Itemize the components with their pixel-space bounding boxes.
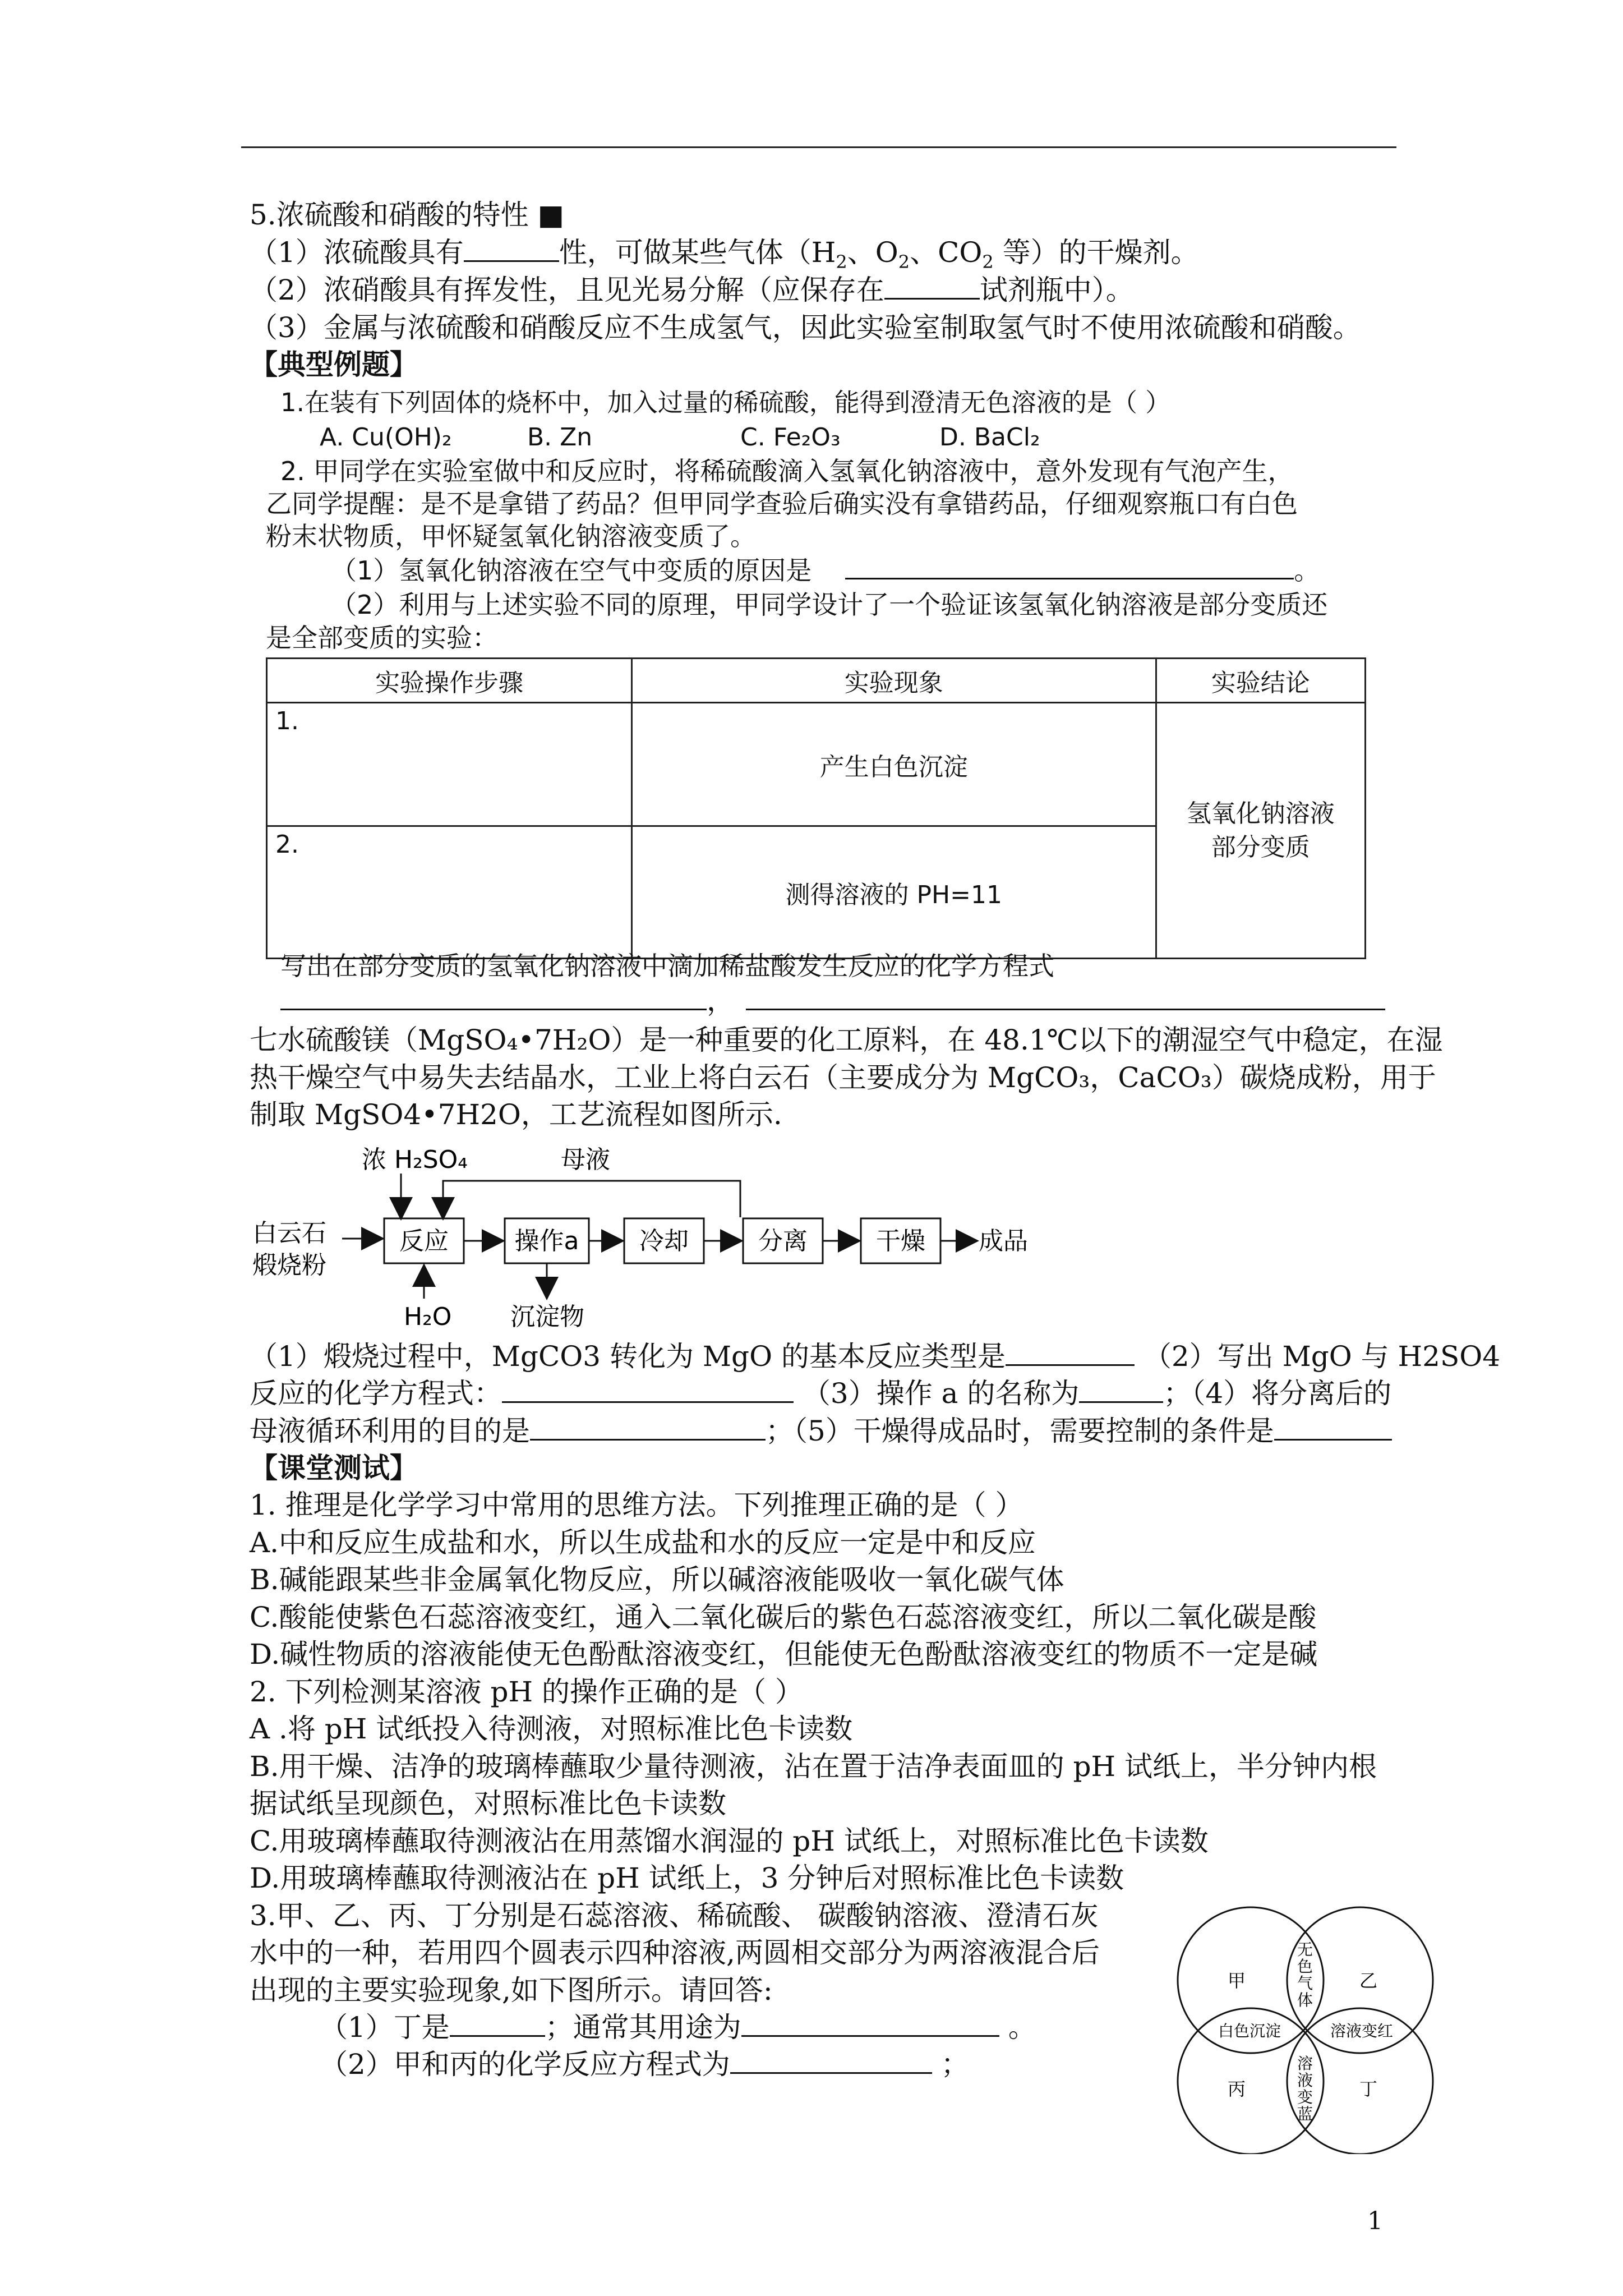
question-1: 1.在装有下列固体的烧杯中，加入过量的稀硫酸，能得到澄清无色溶液的是（ ） bbox=[280, 388, 1171, 417]
question-2-sub1: （1）氢氧化钠溶液在空气中变质的原因是 。 bbox=[331, 553, 1320, 588]
label-bing: 丙 bbox=[1227, 2078, 1246, 2100]
test-question-1: 1. 推理是化学学习中常用的思维方法。下列推理正确的是（ ） bbox=[250, 1489, 1023, 1521]
heading-test: 【课堂测试】 bbox=[250, 1451, 418, 1484]
test-option: D.用玻璃棒蘸取待测液沾在 pH 试纸上，3 分钟后对照标准比色卡读数 bbox=[250, 1862, 1124, 1894]
test-question-3-sub2: （2）甲和丙的化学反应方程式为 ； bbox=[320, 2048, 969, 2081]
test-option: B.用干燥、洁净的玻璃棒蘸取少量待测液，沾在置于洁净表面皿的 pH 试纸上，半分钟内根 bbox=[250, 1750, 1377, 1783]
question-2-sub2: 是全部变质的实验： bbox=[266, 623, 498, 653]
start-material-line2: 煅烧粉 bbox=[252, 1251, 326, 1280]
paragraph-3: （3）金属与浓硫酸和硝酸反应不生成氢气，因此实验室制取氢气时不使用浓硫酸和硝酸。 bbox=[250, 311, 1361, 344]
answer-blank[interactable] bbox=[450, 2010, 545, 2037]
mg-question-line: （1）煅烧过程中，MgCO3 转化为 MgO 的基本反应类型是 （2）写出 MgO 与 H2SO4 bbox=[250, 1340, 1501, 1373]
page-number: 1 bbox=[1367, 2207, 1383, 2235]
answer-blank[interactable] bbox=[1006, 1340, 1135, 1366]
flow-box-label: 反应 bbox=[399, 1227, 449, 1255]
paragraph-1: （1）浓硫酸具有 性，可做某些气体（$H_2$、$O_2$、$CO_2$ 等）的干燥剂。 bbox=[250, 236, 1199, 273]
answer-blank[interactable] bbox=[845, 553, 1294, 579]
table-cell-step[interactable]: 2. bbox=[267, 826, 632, 959]
mg-question-line: 母液循环利用的目的是 ；（5）干燥得成品时，需要控制的条件是 bbox=[250, 1413, 1392, 1449]
paragraph-2: （2）浓硝酸具有挥发性，且见光易分解（应保存在 试剂瓶中）。 bbox=[250, 274, 1134, 306]
label-ding: 丁 bbox=[1359, 2078, 1378, 2100]
start-material-line1: 白云石 bbox=[252, 1219, 326, 1248]
product-label: 成品 bbox=[979, 1227, 1028, 1255]
label-bottom: 液 bbox=[1297, 2071, 1313, 2090]
test-option: A .将 pH 试纸投入待测液，对照标准比色卡读数 bbox=[250, 1713, 853, 1745]
test-question-3: 出现的主要实验现象,如下图所示。请回答: bbox=[250, 1974, 773, 2007]
mgso4-line: 制取 MgSO4•7H2O，工艺流程如图所示. bbox=[250, 1098, 782, 1131]
test-question-3: 水中的一种，若用四个圆表示四种溶液,两圆相交部分为两溶液混合后 bbox=[250, 1936, 1100, 1969]
label-yi: 乙 bbox=[1359, 1970, 1378, 1991]
label-top: 无 bbox=[1297, 1940, 1313, 1959]
answer-blank[interactable] bbox=[741, 2010, 999, 2037]
mother-liquor-label: 母液 bbox=[561, 1145, 610, 1174]
answer-blank[interactable] bbox=[502, 1377, 794, 1403]
answer-blank[interactable] bbox=[464, 236, 559, 262]
acid-input-label: 浓 H₂SO₄ bbox=[362, 1145, 468, 1174]
answer-blank[interactable] bbox=[746, 984, 1385, 1010]
table-cell-phenomenon: 测得溶液的 PH=11 bbox=[631, 826, 1156, 959]
test-option: C.用玻璃棒蘸取待测液沾在用蒸馏水润湿的 pH 试纸上，对照标准比色卡读数 bbox=[250, 1825, 1209, 1857]
question-2-line: 乙同学提醒：是不是拿错了药品？但甲同学查验后确实没有拿错药品，仔细观察瓶口有白色 bbox=[266, 489, 1298, 519]
label-bottom: 溶 bbox=[1297, 2054, 1313, 2073]
answer-blank[interactable] bbox=[1274, 1414, 1392, 1441]
header-rule bbox=[241, 146, 1396, 148]
answer-blank[interactable] bbox=[530, 1414, 766, 1441]
equation-answer-line: ， bbox=[280, 983, 1385, 1019]
answer-blank[interactable] bbox=[730, 2047, 932, 2074]
flow-box-label: 操作a bbox=[514, 1227, 579, 1255]
venn-diagram bbox=[1166, 1902, 1447, 2154]
precipitate-label: 沉淀物 bbox=[510, 1303, 584, 1331]
mg-question-line: 反应的化学方程式： （3）操作 a 的名称为 ；（4）将分离后的 bbox=[250, 1377, 1392, 1410]
question-2-line: 2. 甲同学在实验室做中和反应时，将稀硫酸滴入氢氧化钠溶液中，意外发现有气泡产生， bbox=[280, 456, 1294, 486]
option-a: A. Cu(OH)₂ bbox=[320, 423, 452, 452]
mgso4-line: 七水硫酸镁（MgSO₄•7H₂O）是一种重要的化工原料，在 48.1℃以下的潮湿空气中稳定，在湿 bbox=[250, 1024, 1443, 1056]
option-b: B. Zn bbox=[527, 423, 593, 452]
label-top: 体 bbox=[1297, 1991, 1313, 2009]
answer-blank[interactable] bbox=[280, 984, 707, 1010]
table-cell-phenomenon: 产生白色沉淀 bbox=[631, 703, 1156, 826]
answer-blank[interactable] bbox=[884, 273, 980, 300]
label-jia: 甲 bbox=[1227, 1970, 1246, 1991]
mgso4-line: 热干燥空气中易失去结晶水，工业上将白云石（主要成分为 MgCO₃，CaCO₃）碳烧成粉，用于 bbox=[250, 1061, 1436, 1094]
question-2-line: 粉末状物质，甲怀疑氢氧化钠溶液变质了。 bbox=[266, 521, 756, 551]
option-c: C. Fe₂O₃ bbox=[740, 423, 841, 452]
label-top: 气 bbox=[1297, 1974, 1313, 1993]
section-title: 5.浓硫酸和硝酸的特性 ■ bbox=[250, 199, 564, 231]
flow-box-label: 干燥 bbox=[876, 1227, 925, 1255]
table-header: 实验结论 bbox=[1156, 659, 1365, 703]
test-option: 据试纸呈现颜色，对照标准比色卡读数 bbox=[250, 1787, 726, 1820]
equation-prompt: 写出在部分变质的氢氧化钠溶液中滴加稀盐酸发生反应的化学方程式 bbox=[280, 951, 1054, 981]
test-question-3: 3.甲、乙、丙、丁分别是石蕊溶液、稀硫酸、 碳酸钠溶液、澄清石灰 bbox=[250, 1899, 1099, 1932]
option-d: D. BaCl₂ bbox=[939, 423, 1040, 452]
table-cell-step[interactable]: 1. bbox=[267, 703, 632, 826]
heading-typical: 【典型例题】 bbox=[250, 348, 418, 381]
flow-box-label: 分离 bbox=[758, 1227, 808, 1255]
test-option: C.酸能使紫色石蕊溶液变红，通入二氧化碳后的紫色石蕊溶液变红，所以二氧化碳是酸 bbox=[250, 1601, 1317, 1634]
process-flow-diagram bbox=[247, 1139, 1066, 1341]
table-cell-conclusion: 氢氧化钠溶液 部分变质 bbox=[1156, 703, 1365, 959]
table-header: 实验现象 bbox=[631, 659, 1156, 703]
answer-blank[interactable] bbox=[1079, 1377, 1163, 1403]
test-question-2: 2. 下列检测某溶液 pH 的操作正确的是（ ） bbox=[250, 1676, 803, 1708]
table-header: 实验操作步骤 bbox=[267, 659, 632, 703]
label-bottom: 蓝 bbox=[1297, 2105, 1313, 2123]
test-option: D.碱性物质的溶液能使无色酚酞溶液变红，但能使无色酚酞溶液变红的物质不一定是碱 bbox=[250, 1638, 1318, 1671]
label-right: 溶液变红 bbox=[1330, 2022, 1394, 2040]
test-question-3-sub1: （1）丁是 ；通常其用途为 。 bbox=[320, 2011, 1036, 2044]
label-top: 色 bbox=[1297, 1957, 1313, 1976]
flow-box-label: 冷却 bbox=[639, 1227, 689, 1255]
test-option: B.碱能跟某些非金属氧化物反应，所以碱溶液能吸收一氧化碳气体 bbox=[250, 1563, 1064, 1596]
question-2-sub2: （2）利用与上述实验不同的原理，甲同学设计了一个验证该氢氧化钠溶液是部分变质还 bbox=[331, 590, 1328, 620]
label-left: 白色沉淀 bbox=[1218, 2022, 1281, 2040]
test-option: A.中和反应生成盐和水，所以生成盐和水的反应一定是中和反应 bbox=[250, 1526, 1036, 1559]
experiment-table bbox=[266, 657, 1366, 959]
water-input-label: H₂O bbox=[404, 1303, 452, 1331]
label-bottom: 变 bbox=[1297, 2088, 1313, 2106]
